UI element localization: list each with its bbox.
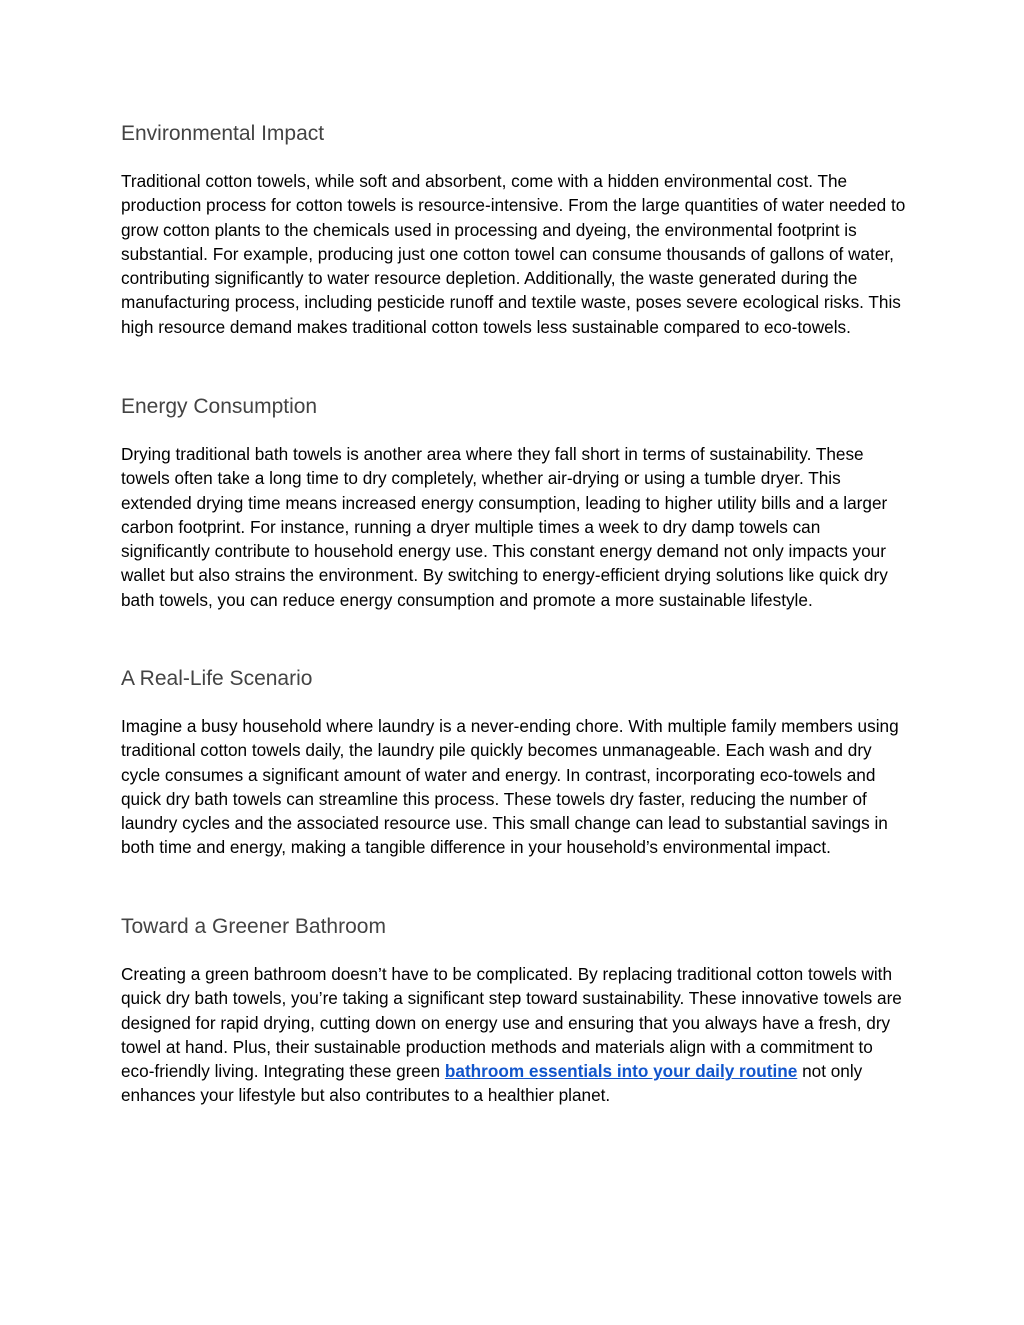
section-paragraph: Drying traditional bath towels is another area where they fall short in terms of sustainability. These towels often take a long time to dry completely, whether air-drying or using a tumble dryer. This extended drying time means increased energy consumption, leading to higher utility bills and a larger carbon footprint. For instance, running a dryer multiple times a week to dry damp towels can significantly contribute to household energy use. This constant energy demand not only impacts your wallet but also strains the environment. By switching to energy-efficient drying solutions like quick dry bath towels, you can reduce energy consumption and promote a more sustainable lifestyle. (121, 444, 888, 610)
section-real-life-scenario (121, 666, 906, 860)
paragraph-text-before-link: Creating a green bathroom doesn’t have to be complicated. By replacing traditional cotton towels with quick dry bath towels, you’re taking a significant step toward sustainability. These innovative towels are designed for rapid drying, cutting down on energy use and ensuring that you always have a fresh, dry towel at hand. Plus, their sustainable production methods and materials align with a commitment to eco-friendly living. Integrating these green (121, 964, 902, 1082)
section-heading: Toward a Greener Bathroom (121, 915, 386, 938)
paragraph-text-after-link: not only enhances your lifestyle but also contributes to a healthier planet. (121, 1061, 863, 1106)
section-heading: Environmental Impact (121, 122, 325, 145)
section-heading: A Real-Life Scenario (121, 667, 313, 690)
bathroom-essentials-link[interactable]: bathroom essentials into your daily routine (444, 1061, 798, 1082)
section-paragraph: Imagine a busy household where laundry is a never-ending chore. With multiple family members using traditional cotton towels daily, the laundry pile quickly becomes unmanageable. Each wash and dry cycle consumes a significant amount of water and energy. In contrast, incorporating eco-towels and quick dry bath towels can streamline this process. These towels dry faster, reducing the number of laundry cycles and the associated resource use. This small change can lead to substantial savings in both time and energy, making a tangible difference in your household’s environmental impact. (121, 716, 899, 858)
section-energy-consumption (121, 394, 906, 612)
section-environmental-impact (121, 121, 906, 339)
section-paragraph (121, 962, 906, 1108)
section-greener-bathroom (121, 914, 906, 1108)
section-heading: Energy Consumption (121, 395, 318, 418)
section-paragraph: Traditional cotton towels, while soft and absorbent, come with a hidden environmental cost. The production process for cotton towels is resource-intensive. From the large quantities of water needed to grow cotton plants to the chemicals used in processing and dyeing, the environmental footprint is substantial. For example, producing just one cotton towel can consume thousands of gallons of water, contributing significantly to water resource depletion. Additionally, the waste generated during the manufacturing process, including pesticide runoff and textile waste, poses severe ecological risks. This high resource demand makes traditional cotton towels less sustainable compared to eco-towels. (121, 171, 906, 337)
